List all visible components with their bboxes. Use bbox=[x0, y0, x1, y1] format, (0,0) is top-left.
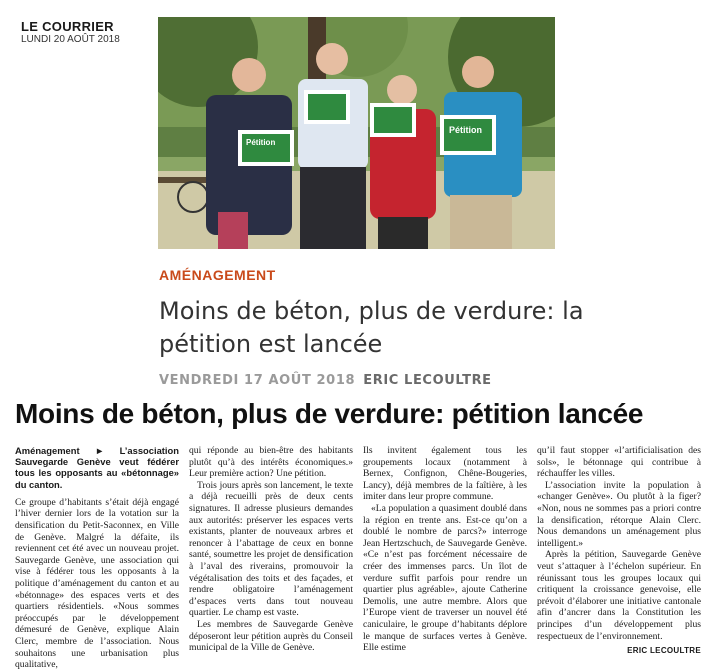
issue-date: LUNDI 20 AOÛT 2018 bbox=[21, 34, 120, 45]
body-paragraph: qu’il faut stopper «l’artificialisation des sols», le bétonnage qui contribue à réchauffer les villes. bbox=[537, 445, 701, 480]
section-label: AMÉNAGEMENT bbox=[159, 267, 276, 283]
column-3 bbox=[363, 445, 527, 654]
body-paragraph: L’association invite la population à «changer Genève». Ou plutôt à la figer? «Non, nous ne sommes pas a priori contre la densification, rétorque Alain Clerc. Nous demandons un aménagement plus intelligent.» bbox=[537, 479, 701, 549]
body-paragraph: «La population a quasiment doublé dans la région en trente ans. Est-ce qu’on a doublé le nombre de parcs?» interroge Jean Hertzschuch, de Sauvegarde Genève. «Ce n’est pas forcément nécessaire de créer des immenses parcs. Un îlot de verdure suffit parfois pour rendre un quartier plus agréable», ajoute Catherine Demolis, une autre membre. Alors que l’Europe vient de traverser un nouvel été caniculaire, le groupe d’habitants déplore le manque de surfaces vertes à Genève. Elle estime bbox=[363, 502, 527, 654]
body-paragraph: Ce groupe d’habitants s’était déjà engagé l’hiver dernier lors de la votation sur la densification du Petit-Saconnex, en Ville de Genève. Malgré la défaite, ils reviennent cet été avec un nouveau projet. Sauvegarde Genève, une association qui vise à fédérer tous les opposants à la politique d’aménagement du canton et au «bétonnage» des espaces verts et des quartiers résidentiels. «Nous sommes préoccupés par le développement démesuré de Genève, explique Alain Clerc, membre de l’association. Nous souhaitons une urbanisation plus qualitative, bbox=[15, 496, 179, 671]
body-paragraph: Ils invitent également tous les groupements locaux (notamment à Bernex, Confignon, Chêne-Bougeries, Lancy), déjà membres de la faîtière, à les imiter dans leur propre commune. bbox=[363, 445, 527, 503]
publication-date: VENDREDI 17 AOÛT 2018 bbox=[159, 373, 356, 388]
column-4 bbox=[537, 445, 701, 657]
photo-illustration bbox=[158, 17, 555, 249]
body-paragraph: Trois jours après son lancement, le texte a déjà recueilli près de deux cents signatures. Il adresse plusieurs demandes aux autorités: préserver les espaces verts existants, planter de nouveaux arbres et renoncer à l’abattage de ceux en bonne santé, soumettre les projet de densification à l’aval des riverains, promouvoir la végétalisation des toits et des façades, et rendre obligatoire l’aménagement d’espaces verts dans tout nouveau quartier. Le champ est vaste. bbox=[189, 479, 353, 619]
lead-rubric: Aménagement ► bbox=[15, 445, 105, 456]
article-photo bbox=[158, 17, 555, 249]
column-2 bbox=[189, 445, 353, 654]
petition-sign-text-2: Pétition bbox=[449, 125, 482, 135]
body-paragraph: Les membres de Sauvegarde Genève déposeront leur pétition auprès du Conseil municipal de la Ville de Genève. bbox=[189, 618, 353, 654]
body-paragraph: Après la pétition, Sauvegarde Genève veut s’attaquer à l’échelon supérieur. En réunissant tous les groupes locaux qui critiquent la croissance genevoise, elle prévoit d’élaborer une initiative cantonale afin d’ancrer dans la Constitution les principes d’un développement plus respectueux de l’environnement. bbox=[537, 549, 701, 642]
column-1 bbox=[15, 445, 179, 671]
petition-sign-text: Pétition bbox=[246, 138, 276, 147]
byline bbox=[159, 373, 492, 388]
author-name: ERIC LECOULTRE bbox=[363, 373, 492, 388]
article-signature: ERIC LECOULTRE bbox=[627, 646, 701, 656]
body-paragraph: qui réponde au bien-être des habitants plutôt qu’à des intérêts économiques.» Leur première action? Une pétition. bbox=[189, 445, 353, 480]
print-headline: Moins de béton, plus de verdure: pétition lancée bbox=[15, 398, 644, 429]
masthead bbox=[21, 20, 120, 46]
lead-paragraph bbox=[15, 445, 179, 490]
web-article-title: Moins de béton, plus de verdure: la pétition est lancée bbox=[159, 297, 584, 358]
lead-text: L’association Sauvegarde Genève veut fédérer tous les opposants au «bétonnage» du canton. bbox=[15, 445, 179, 490]
newspaper-name: LE COURRIER bbox=[21, 19, 114, 34]
